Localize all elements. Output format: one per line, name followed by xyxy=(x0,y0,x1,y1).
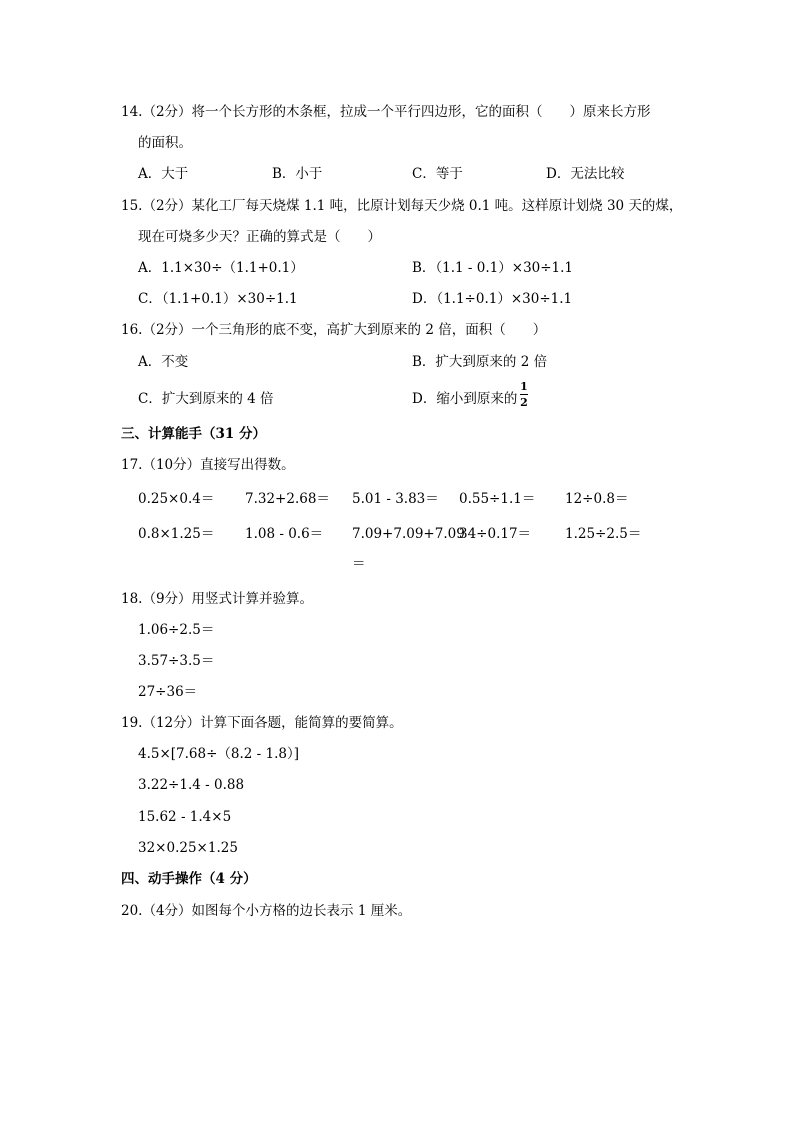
fraction-numerator: 1 xyxy=(520,380,528,393)
q17-item: 1.08 - 0.6＝ xyxy=(245,526,324,542)
q18-item: 27÷36＝ xyxy=(138,684,198,700)
q14-option-a: A．大于 xyxy=(138,166,189,182)
q15-option-d: D．（1.1÷0.1）×30÷1.1 xyxy=(412,291,573,307)
fraction-denominator: 2 xyxy=(520,396,528,409)
q18-title: 18.（9分）用竖式计算并验算。 xyxy=(121,591,314,607)
q19-item: 15.62 - 1.4×5 xyxy=(138,809,232,825)
fraction-bar xyxy=(520,394,528,395)
q17-item: 0.25×0.4＝ xyxy=(138,491,215,507)
q18-item: 3.57÷3.5＝ xyxy=(138,653,215,669)
q16-option-c: C．扩大到原来的 4 倍 xyxy=(138,391,274,407)
q17-item: 7.32+2.68＝ xyxy=(245,491,330,507)
q14-option-c: C．等于 xyxy=(412,166,463,182)
q19-item: 32×0.25×1.25 xyxy=(138,840,238,856)
q17-item-wrap: ＝ xyxy=(352,556,366,572)
q17-title: 17.（10分）直接写出得数。 xyxy=(121,457,295,473)
q15-stem-line2: 现在可烧多少天？正确的算式是（ ） xyxy=(138,229,381,245)
q17-item: 0.8×1.25＝ xyxy=(138,526,215,542)
q20-title: 20.（4分）如图每个小方格的边长表示 1 厘米。 xyxy=(121,903,412,919)
q16-option-a: A．不变 xyxy=(138,354,189,370)
q19-item: 4.5×[7.68÷（8.2 - 1.8）] xyxy=(138,746,300,762)
q15-stem-line1: 15.（2分）某化工厂每天烧煤 1.1 吨，比原计划每天少烧 0.1 吨。这样原计划烧 30 天的煤， xyxy=(121,198,683,214)
q14-option-d: D．无法比较 xyxy=(546,166,625,182)
q17-item: 34÷0.17＝ xyxy=(459,526,532,542)
q18-item: 1.06÷2.5＝ xyxy=(138,622,215,638)
q16-option-b: B．扩大到原来的 2 倍 xyxy=(412,354,548,370)
q14-stem-line1: 14.（2分）将一个长方形的木条框，拉成一个平行四边形，它的面积（ ）原来长方形 xyxy=(121,104,651,120)
q15-option-c: C．（1.1+0.1）×30÷1.1 xyxy=(138,291,298,307)
q17-item: 1.25÷2.5＝ xyxy=(565,526,642,542)
section-3-heading: 三、计算能手（31 分） xyxy=(121,426,266,442)
q16-stem: 16.（2分）一个三角形的底不变，高扩大到原来的 2 倍，面积（ ） xyxy=(121,322,547,338)
section-4-heading: 四、动手操作（4 分） xyxy=(121,871,257,887)
q17-item: 12÷0.8＝ xyxy=(565,491,629,507)
q14-stem-line2: 的面积。 xyxy=(138,135,192,151)
q16-option-d: D．缩小到原来的 xyxy=(412,391,518,407)
q17-item: 0.55÷1.1＝ xyxy=(459,491,536,507)
q17-item: 7.09+7.09+7.09 xyxy=(352,526,465,542)
q14-option-b: B．小于 xyxy=(272,166,323,182)
q19-title: 19.（12分）计算下面各题，能简算的要简算。 xyxy=(121,715,403,731)
q19-item: 3.22÷1.4 - 0.88 xyxy=(138,777,245,793)
q17-item: 5.01 - 3.83＝ xyxy=(352,491,439,507)
q15-option-b: B．（1.1 - 0.1）×30÷1.1 xyxy=(412,260,574,276)
q15-option-a: A．1.1×30÷（1.1+0.1） xyxy=(138,260,304,276)
